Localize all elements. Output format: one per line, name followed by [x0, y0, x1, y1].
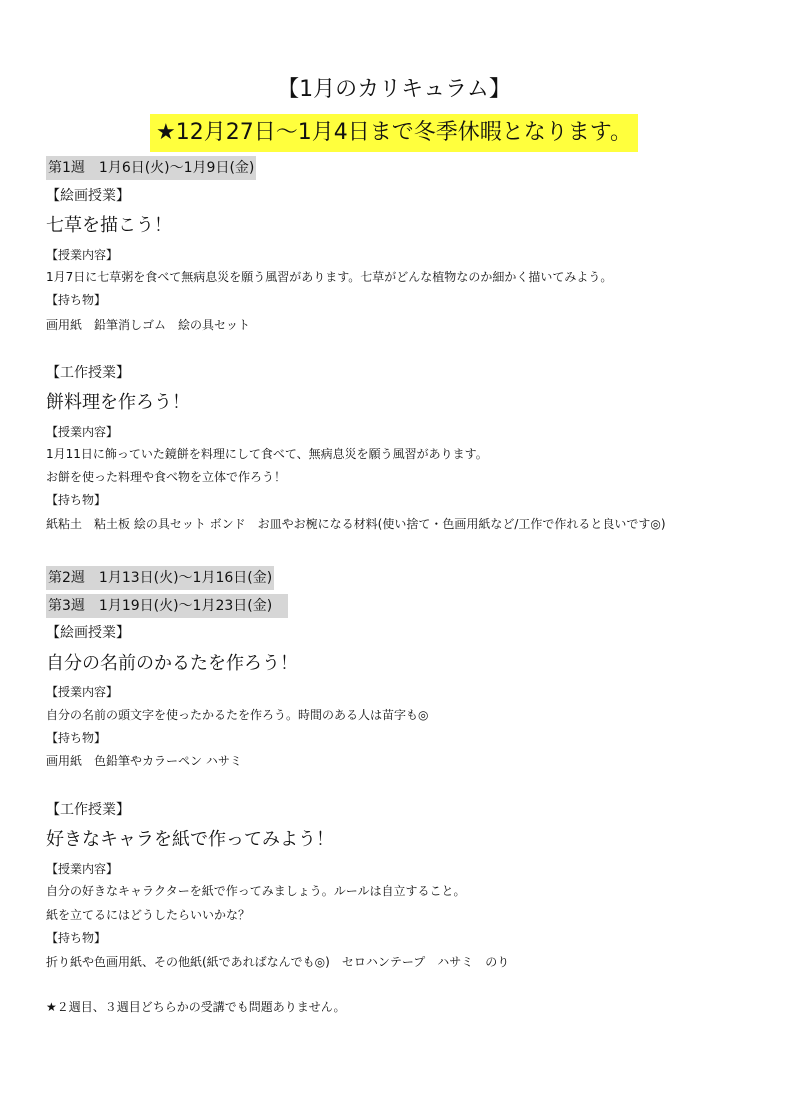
- s4-heading: 好きなキャラを紙で作ってみよう！: [46, 829, 334, 850]
- s3-items: 画用紙 色鉛筆やカラーペン ハサミ: [46, 754, 242, 768]
- s2-heading: 餅料理を作ろう！: [46, 392, 190, 413]
- s1-heading: 七草を描こう！: [46, 215, 172, 236]
- week2-label: 第2週 1月13日(火)〜1月16日(金): [46, 566, 274, 590]
- s4-items-label: 【持ち物】: [46, 931, 107, 945]
- s2-category: 【工作授業】: [46, 365, 130, 381]
- s3-category: 【絵画授業】: [46, 625, 130, 641]
- s3-content-label: 【授業内容】: [46, 685, 119, 699]
- s4-items: 折り紙や色画用紙、その他紙(紙であればなんでも◎) セロハンテープ ハサミ のり: [46, 955, 510, 969]
- week3-label: 第3週 1月19日(火)〜1月23日(金): [46, 594, 288, 618]
- s2-content-label: 【授業内容】: [46, 425, 119, 439]
- s2-content-line2: お餅を使った料理や食べ物を立体で作ろう！: [46, 470, 287, 484]
- s3-content: 自分の名前の頭文字を使ったかるたを作ろう。時間のある人は苗字も◎: [46, 708, 429, 722]
- s3-heading: 自分の名前のかるたを作ろう！: [46, 653, 298, 674]
- s3-items-label: 【持ち物】: [46, 731, 107, 745]
- s4-content-line1: 自分の好きなキャラクターを紙で作ってみましょう。ルールは自立すること。: [46, 884, 466, 898]
- s4-content-line2: 紙を立てるにはどうしたらいいかな？: [46, 908, 251, 922]
- week1-label: 第1週 1月6日(火)〜1月9日(金): [46, 156, 256, 180]
- s2-items-label: 【持ち物】: [46, 493, 107, 507]
- holiday-notice: ★12月27日〜1月4日まで冬季休暇となります。: [150, 114, 638, 152]
- s1-content: 1月7日に七草粥を食べて無病息災を願う風習があります。七草がどんな植物なのか細かく描いてみよう。: [46, 270, 613, 284]
- page-title: 【1月のカリキュラム】: [277, 77, 511, 102]
- s2-content-line1: 1月11日に飾っていた鏡餅を料理にして食べて、無病息災を願う風習があります。: [46, 447, 488, 461]
- s1-content-label: 【授業内容】: [46, 248, 119, 262]
- s4-content-label: 【授業内容】: [46, 862, 119, 876]
- s1-items: 画用紙 鉛筆消しゴム 絵の具セット: [46, 318, 251, 332]
- footer-note: ★２週目、３週目どちらかの受講でも問題ありません。: [46, 1000, 346, 1014]
- s1-items-label: 【持ち物】: [46, 293, 107, 307]
- s2-items: 紙粘土 粘土板 絵の具セット ボンド お皿やお椀になる材料(使い捨て・色画用紙など/工作で作れると良いです◎): [46, 517, 666, 531]
- s1-category: 【絵画授業】: [46, 188, 130, 204]
- holiday-notice-row: [0, 114, 788, 152]
- s4-category: 【工作授業】: [46, 802, 130, 818]
